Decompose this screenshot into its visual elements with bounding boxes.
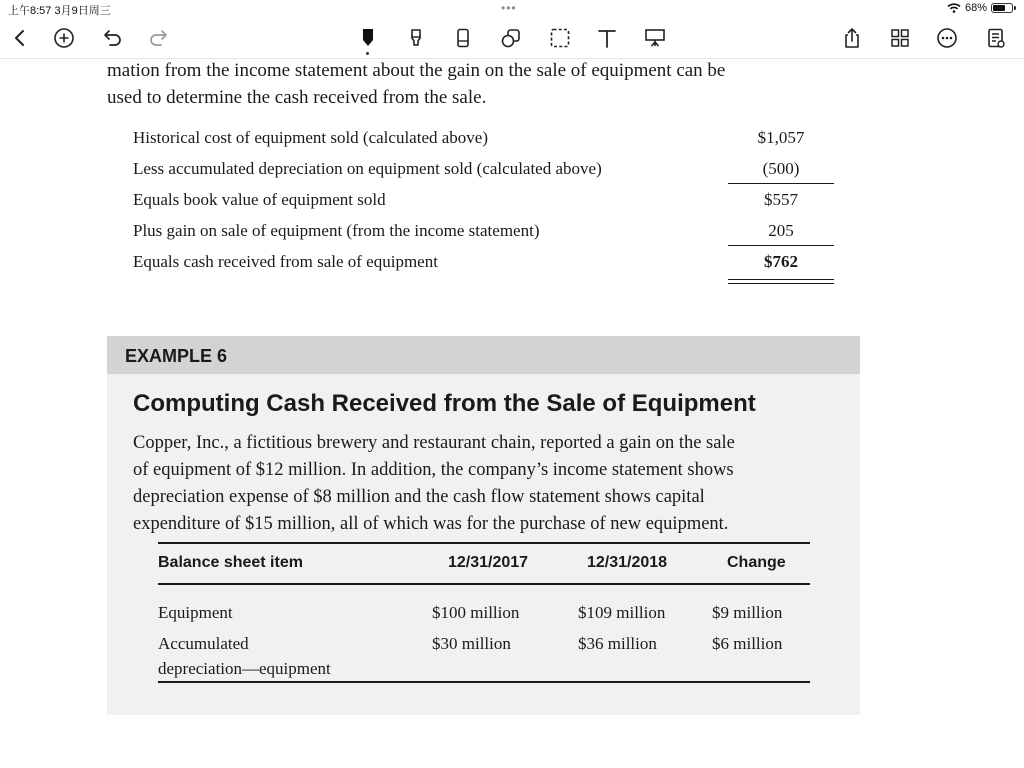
column-header: Balance sheet item bbox=[158, 554, 303, 571]
column-header: Change bbox=[727, 554, 786, 571]
toolbar bbox=[0, 18, 1024, 59]
lasso-select-icon[interactable] bbox=[548, 26, 572, 50]
battery-fill bbox=[993, 5, 1005, 11]
eraser-icon[interactable] bbox=[451, 26, 475, 50]
table-cell: $109 million bbox=[578, 603, 666, 622]
example-body-line: expenditure of $15 million, all of which was for the purchase of new equipment. bbox=[133, 514, 729, 534]
intro-line: used to determine the cash received from the sale. bbox=[107, 87, 487, 108]
calc-label: Historical cost of equipment sold (calculated above) bbox=[133, 128, 488, 147]
cash-received-calculation bbox=[133, 124, 843, 279]
battery-icon bbox=[991, 3, 1013, 13]
calc-label: Less accumulated depreciation on equipment sold (calculated above) bbox=[133, 159, 602, 178]
calc-label: Plus gain on sale of equipment (from the income statement) bbox=[133, 221, 540, 240]
shapes-icon[interactable] bbox=[499, 26, 523, 50]
table-cell: $9 million bbox=[712, 603, 783, 622]
calc-row bbox=[133, 217, 843, 248]
example-title: Computing Cash Received from the Sale of Equipment bbox=[133, 390, 756, 417]
battery-tip bbox=[1014, 6, 1016, 10]
status-indicators bbox=[947, 2, 1016, 14]
calc-label: Equals cash received from sale of equipment bbox=[133, 252, 438, 271]
example-body-line: depreciation expense of $8 million and the cash flow statement shows capital bbox=[133, 487, 705, 507]
table-cell: $100 million bbox=[432, 603, 520, 622]
header-rule bbox=[158, 583, 810, 585]
table-cell: Equipment bbox=[158, 603, 233, 622]
more-options-icon[interactable] bbox=[935, 26, 959, 50]
undo-icon[interactable] bbox=[101, 26, 125, 50]
back-chevron-icon[interactable] bbox=[8, 26, 32, 50]
total-double-rule bbox=[728, 279, 834, 284]
subtotal-rule bbox=[728, 245, 834, 246]
table-cell: $30 million bbox=[432, 634, 511, 653]
calc-row bbox=[133, 186, 843, 217]
example-body bbox=[133, 430, 837, 538]
selected-tool-indicator bbox=[366, 52, 369, 55]
wifi-icon bbox=[947, 3, 961, 13]
add-circle-icon[interactable] bbox=[52, 26, 76, 50]
table-cell-label-line: Accumulated bbox=[158, 634, 249, 653]
example-header: EXAMPLE 6 bbox=[107, 336, 860, 374]
table-cell: $36 million bbox=[578, 634, 657, 653]
table-cell: $6 million bbox=[712, 634, 783, 653]
battery-percent: 68% bbox=[964, 2, 987, 14]
laser-pointer-icon[interactable] bbox=[643, 26, 667, 50]
calc-value: $557 bbox=[764, 190, 798, 209]
share-icon[interactable] bbox=[840, 26, 864, 50]
column-header: 12/31/2018 bbox=[587, 554, 668, 571]
intro-paragraph bbox=[107, 57, 867, 111]
calc-value: 205 bbox=[768, 221, 794, 240]
pen-icon[interactable] bbox=[356, 26, 380, 50]
status-bar bbox=[0, 0, 1024, 18]
calc-value: (500) bbox=[762, 159, 800, 178]
notes-view-icon[interactable] bbox=[984, 26, 1008, 50]
calc-value: $1,057 bbox=[757, 128, 805, 147]
calc-total-value: $762 bbox=[764, 252, 798, 271]
text-tool-icon[interactable] bbox=[595, 26, 619, 50]
table-top-rule bbox=[158, 542, 810, 544]
column-header: 12/31/2017 bbox=[448, 554, 529, 571]
intro-line: mation from the income statement about the gain on the sale of equipment can be bbox=[107, 60, 726, 81]
status-time: 上午8:57 3月9日周三 bbox=[8, 5, 111, 17]
example-box bbox=[107, 336, 860, 715]
multitasking-dots[interactable]: ••• bbox=[501, 1, 517, 15]
table-cell-label-line: depreciation—equipment bbox=[158, 659, 331, 678]
calc-row bbox=[133, 124, 843, 155]
calc-row bbox=[133, 155, 843, 186]
subtotal-rule bbox=[728, 183, 834, 184]
example-body-line: of equipment of $12 million. In addition, the company’s income statement shows bbox=[133, 460, 734, 480]
grid-view-icon[interactable] bbox=[888, 26, 912, 50]
table-bottom-rule bbox=[158, 681, 810, 683]
calc-label: Equals book value of equipment sold bbox=[133, 190, 386, 209]
highlighter-icon[interactable] bbox=[404, 26, 428, 50]
redo-icon[interactable] bbox=[146, 26, 170, 50]
calc-row bbox=[133, 248, 843, 279]
example-body-line: Copper, Inc., a fictitious brewery and restaurant chain, reported a gain on the sale bbox=[133, 433, 735, 453]
